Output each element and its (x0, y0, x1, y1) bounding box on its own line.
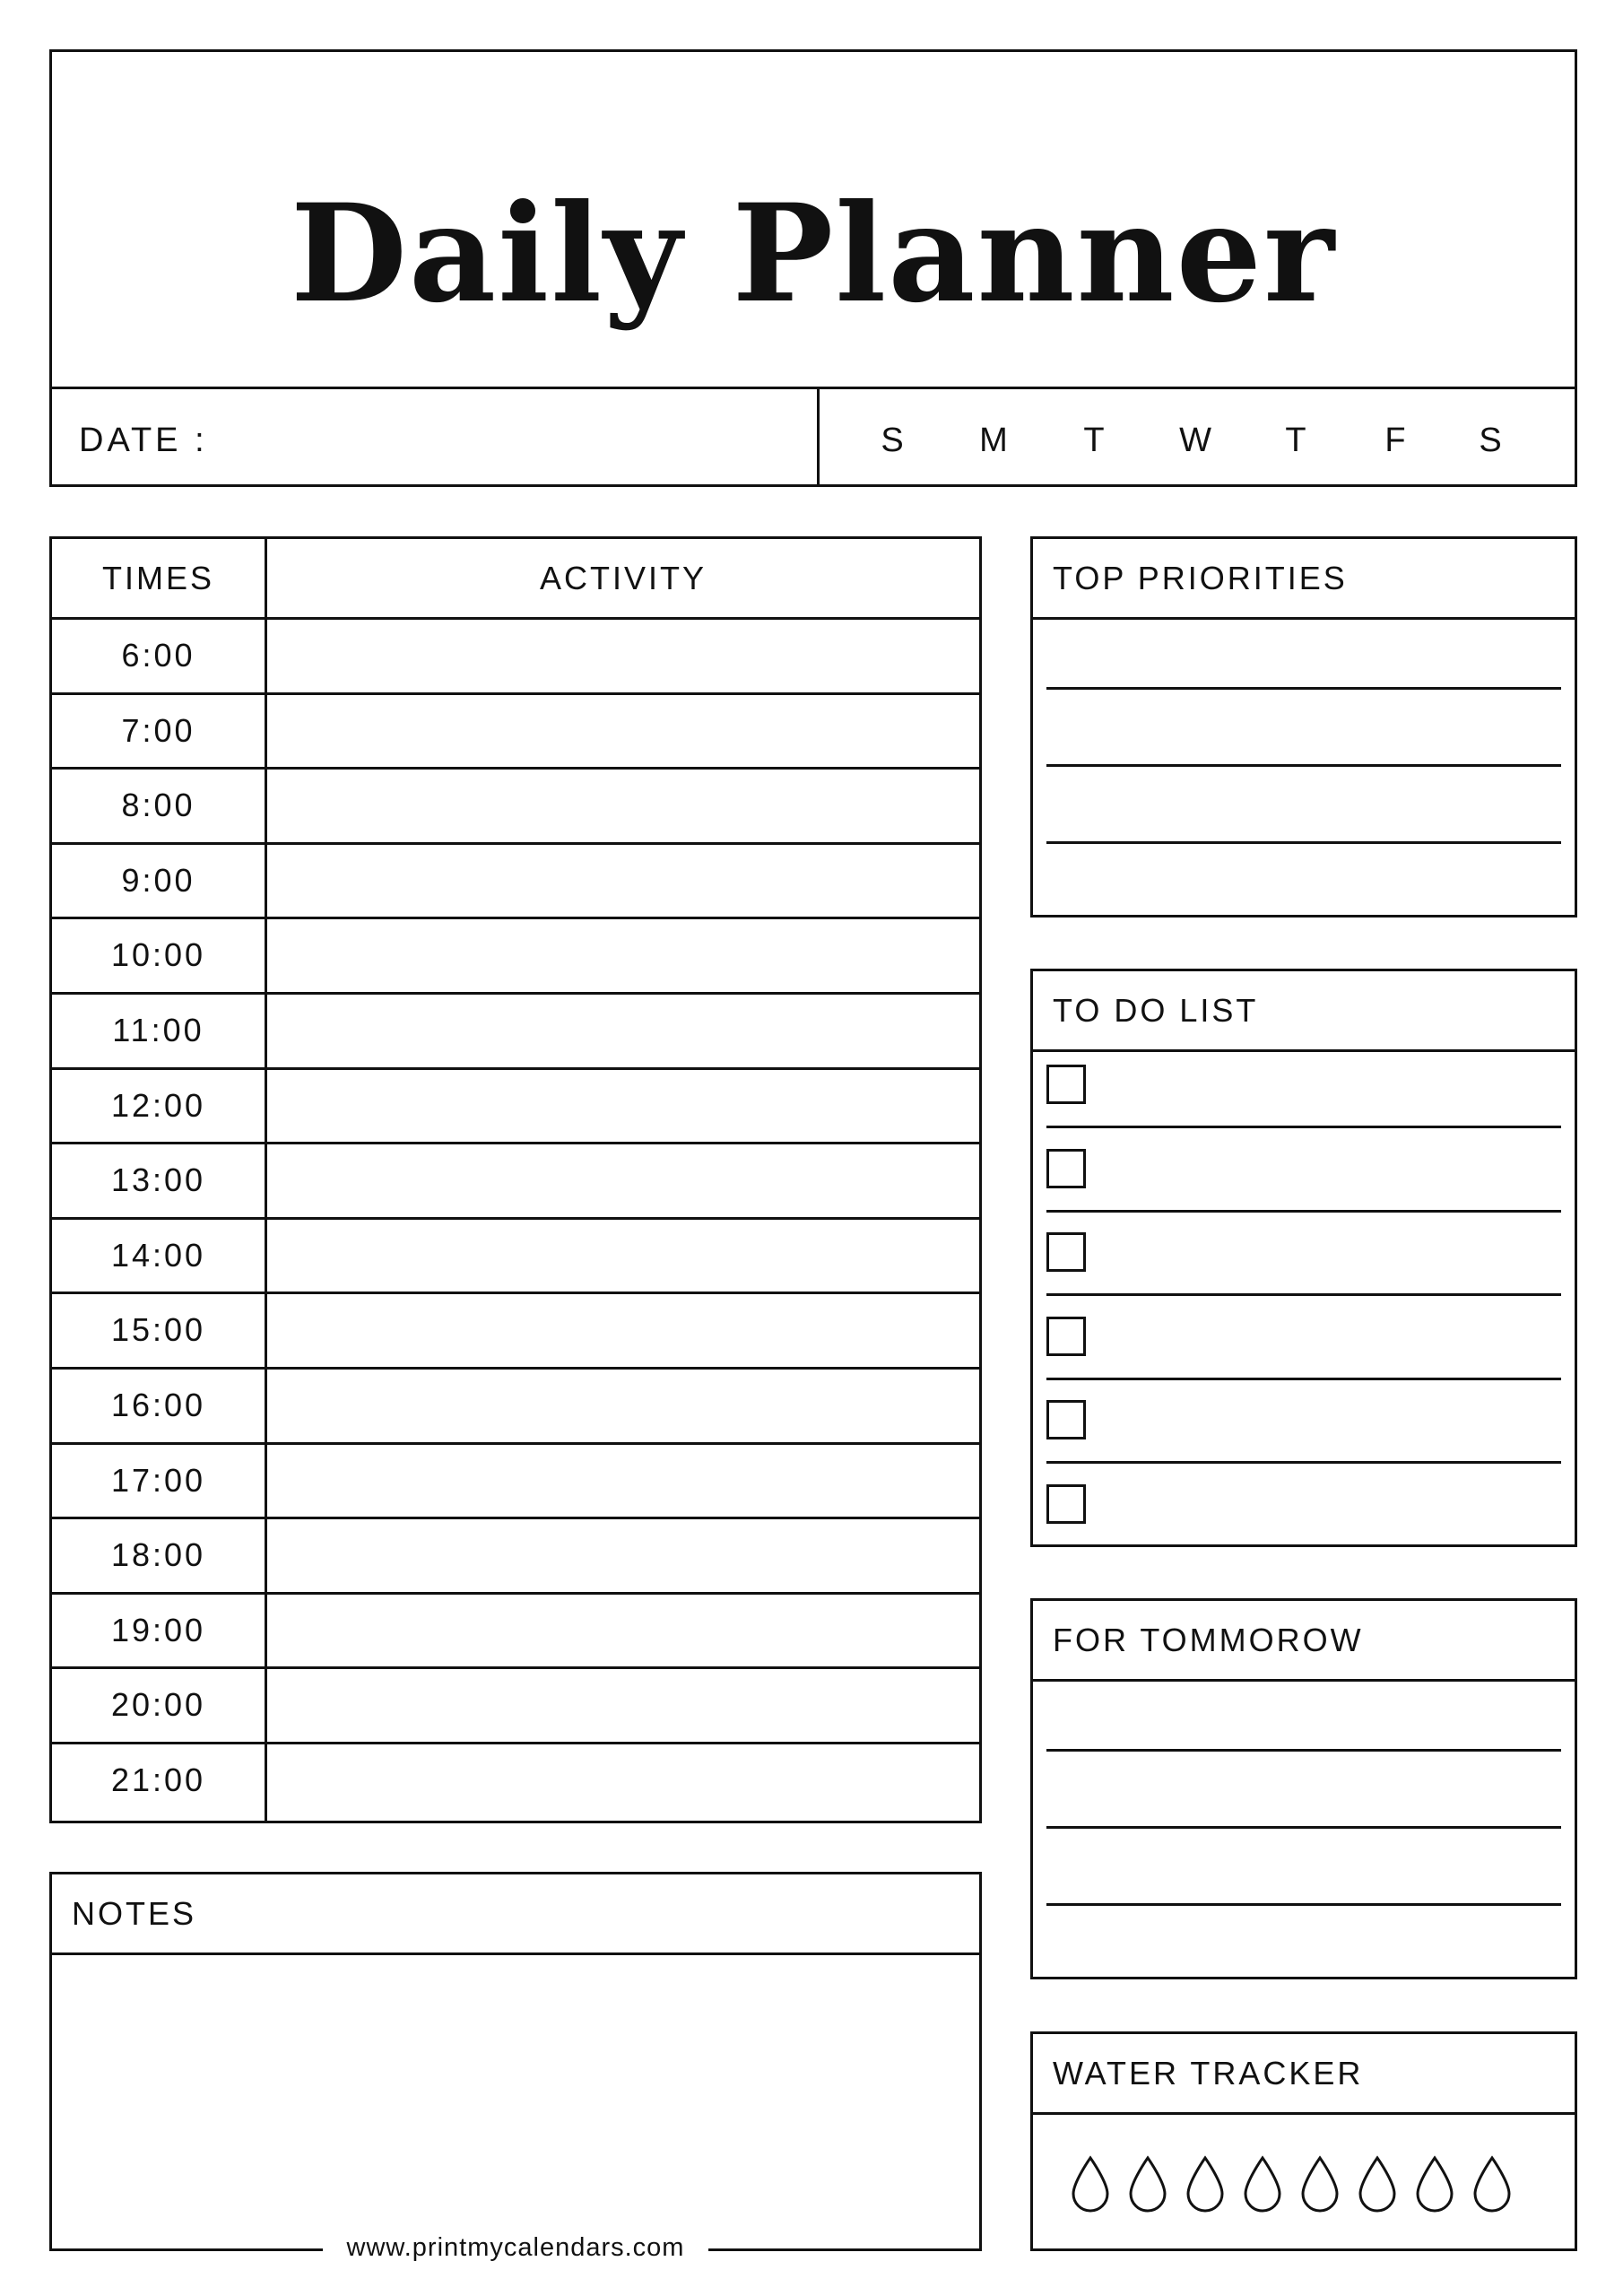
water-drop-icon[interactable] (1300, 2155, 1340, 2213)
activity-cell[interactable] (267, 1220, 979, 1292)
activity-cell[interactable] (267, 1070, 979, 1143)
todo-checkbox[interactable] (1046, 1149, 1086, 1188)
tomorrow-line[interactable] (1046, 1826, 1561, 1829)
todo-checkbox[interactable] (1046, 1400, 1086, 1439)
day-sunday[interactable]: S (881, 422, 904, 459)
notes-area[interactable] (52, 1955, 979, 2248)
panel-header (1033, 2034, 1575, 2115)
time-label: 9:00 (121, 861, 195, 899)
activity-header: ACTIVITY (539, 560, 707, 596)
time-label: 15:00 (110, 1311, 206, 1349)
todo-checkbox[interactable] (1046, 1484, 1086, 1524)
day-friday[interactable]: F (1384, 422, 1406, 459)
notes-title: NOTES (72, 1895, 197, 1932)
priority-line[interactable] (1046, 687, 1561, 690)
day-monday[interactable]: M (979, 422, 1008, 459)
time-label: 21:00 (110, 1761, 206, 1798)
todo-checkbox[interactable] (1046, 1317, 1086, 1356)
water-drop-icon[interactable] (1185, 2155, 1225, 2213)
todo-line[interactable] (1046, 1126, 1561, 1128)
water-drop-icon[interactable] (1128, 2155, 1167, 2213)
time-label: 11:00 (112, 1012, 204, 1048)
activity-cell[interactable] (267, 1744, 979, 1817)
time-label: 16:00 (110, 1387, 206, 1423)
planner-header (49, 49, 1577, 487)
activity-cell[interactable] (267, 919, 979, 992)
water-drop-icon[interactable] (1358, 2155, 1397, 2213)
water-tracker-panel (1030, 2031, 1577, 2251)
activity-cell[interactable] (267, 995, 979, 1067)
day-wednesday[interactable]: W (1179, 422, 1211, 459)
panel-header (52, 1874, 979, 1955)
water-tracker-title: WATER TRACKER (1053, 2055, 1364, 2092)
for-tomorrow-panel (1030, 1598, 1577, 1979)
for-tomorrow-title: FOR TOMMOROW (1053, 1622, 1364, 1658)
date-label: DATE : (79, 422, 208, 459)
tomorrow-line[interactable] (1046, 1749, 1561, 1752)
panel-header (1033, 971, 1575, 1052)
time-label: 8:00 (121, 787, 195, 824)
footer-website: www.printmycalendars.com (323, 2233, 708, 2263)
times-header: TIMES (101, 560, 214, 596)
time-label: 14:00 (110, 1236, 206, 1274)
activity-cell[interactable] (267, 620, 979, 692)
day-saturday[interactable]: S (1479, 422, 1502, 459)
water-drop-icon[interactable] (1071, 2155, 1110, 2213)
activity-cell[interactable] (267, 1669, 979, 1742)
top-priorities-title: TOP PRIORITIES (1053, 560, 1348, 596)
page-title: Daily Planner (290, 175, 1337, 333)
panel-header (1033, 539, 1575, 620)
water-drop-icon[interactable] (1415, 2155, 1454, 2213)
day-tuesday[interactable]: T (1083, 422, 1105, 459)
water-drop-icon[interactable] (1243, 2155, 1282, 2213)
activity-cell[interactable] (267, 1519, 979, 1592)
todo-checkbox[interactable] (1046, 1232, 1086, 1272)
header-divider (52, 387, 1575, 389)
activity-cell[interactable] (267, 845, 979, 918)
todo-list-title: TO DO LIST (1053, 992, 1259, 1029)
activity-cell[interactable] (267, 1370, 979, 1442)
activity-cell[interactable] (267, 1595, 979, 1667)
todo-line[interactable] (1046, 1461, 1561, 1464)
priority-line[interactable] (1046, 841, 1561, 844)
time-label: 7:00 (121, 711, 195, 749)
todo-line[interactable] (1046, 1293, 1561, 1296)
notes-panel (49, 1872, 982, 2251)
time-label: 6:00 (121, 637, 195, 674)
time-label: 10:00 (110, 936, 206, 974)
activity-cell[interactable] (267, 695, 979, 768)
time-label: 17:00 (110, 1461, 206, 1499)
time-label: 20:00 (110, 1686, 206, 1724)
time-label: 18:00 (110, 1536, 206, 1574)
schedule-table (49, 536, 982, 1823)
activity-cell[interactable] (267, 1144, 979, 1217)
time-label: 13:00 (110, 1161, 206, 1199)
day-thursday[interactable]: T (1285, 422, 1306, 459)
top-priorities-panel (1030, 536, 1577, 918)
panel-header (1033, 1601, 1575, 1682)
todo-line[interactable] (1046, 1210, 1561, 1213)
water-drop-icon[interactable] (1472, 2155, 1512, 2213)
activity-cell[interactable] (267, 1445, 979, 1518)
todo-checkbox[interactable] (1046, 1065, 1086, 1104)
todo-list-panel (1030, 969, 1577, 1547)
todo-line[interactable] (1046, 1378, 1561, 1380)
activity-cell[interactable] (267, 770, 979, 842)
time-label: 19:00 (110, 1611, 206, 1648)
priority-line[interactable] (1046, 764, 1561, 767)
time-label: 12:00 (110, 1086, 206, 1124)
tomorrow-line[interactable] (1046, 1903, 1561, 1906)
activity-cell[interactable] (267, 1294, 979, 1367)
date-days-divider (817, 387, 820, 484)
